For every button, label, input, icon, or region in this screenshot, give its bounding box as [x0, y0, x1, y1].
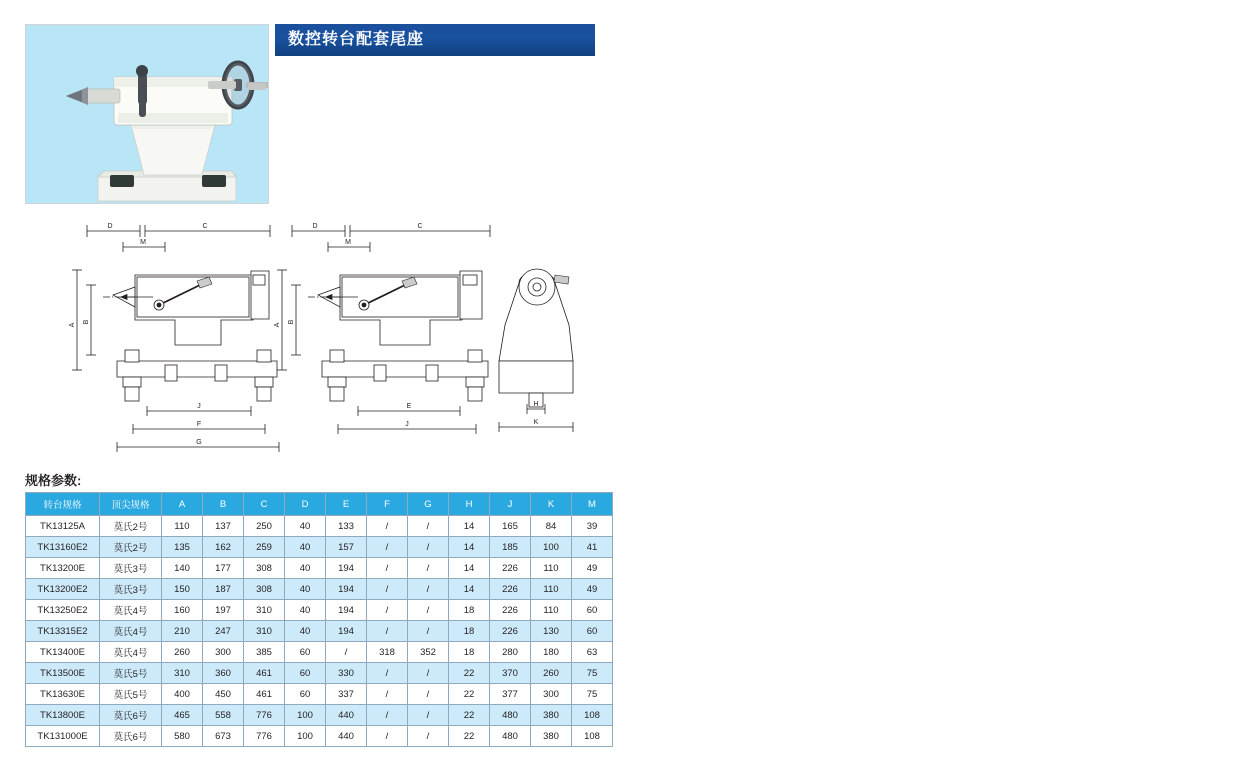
cell-f: / [367, 516, 408, 537]
svg-text:D: D [107, 223, 113, 230]
cell-b: 300 [203, 642, 244, 663]
cell-g: / [408, 621, 449, 642]
cell-f: / [367, 558, 408, 579]
cell-m: 60 [572, 600, 613, 621]
cell-b: 450 [203, 684, 244, 705]
cell-model: TK13800E [26, 705, 100, 726]
cell-d: 40 [285, 621, 326, 642]
cell-center: 莫氏4号 [100, 642, 162, 663]
table-header-row [26, 493, 613, 516]
cell-model: TK13125A [26, 516, 100, 537]
cell-g: / [408, 705, 449, 726]
cell-a: 580 [162, 726, 203, 747]
table-row [26, 705, 613, 726]
table-row [26, 579, 613, 600]
cell-f: / [367, 600, 408, 621]
cell-model: TK13315E2 [26, 621, 100, 642]
svg-text:A: A [69, 322, 76, 328]
cell-d: 60 [285, 684, 326, 705]
cell-center: 莫氏6号 [100, 705, 162, 726]
cell-center: 莫氏2号 [100, 516, 162, 537]
cell-c: 776 [244, 705, 285, 726]
cell-f: / [367, 579, 408, 600]
cell-d: 40 [285, 579, 326, 600]
cell-d: 40 [285, 600, 326, 621]
col-header-6: E [326, 493, 367, 516]
cell-j: 226 [490, 558, 531, 579]
cell-j: 280 [490, 642, 531, 663]
cell-j: 226 [490, 579, 531, 600]
cell-g: / [408, 726, 449, 747]
svg-text:H: H [533, 401, 539, 408]
cell-g: / [408, 516, 449, 537]
svg-text:K: K [533, 419, 539, 426]
cell-d: 40 [285, 537, 326, 558]
cell-k: 84 [531, 516, 572, 537]
cell-model: TK13200E2 [26, 579, 100, 600]
cell-h: 14 [449, 516, 490, 537]
cell-b: 177 [203, 558, 244, 579]
cell-j: 185 [490, 537, 531, 558]
cell-c: 308 [244, 579, 285, 600]
cell-h: 22 [449, 663, 490, 684]
cell-c: 310 [244, 621, 285, 642]
cell-c: 310 [244, 600, 285, 621]
cell-k: 100 [531, 537, 572, 558]
page-title: 数控转台配套尾座 [288, 31, 425, 48]
tailstock-dimension-drawing [25, 215, 595, 465]
table-row [26, 516, 613, 537]
cell-h: 22 [449, 705, 490, 726]
cell-k: 110 [531, 600, 572, 621]
cell-f: 318 [367, 642, 408, 663]
col-header-2: A [162, 493, 203, 516]
cell-center: 莫氏2号 [100, 537, 162, 558]
cell-h: 18 [449, 642, 490, 663]
cell-c: 776 [244, 726, 285, 747]
col-header-11: K [531, 493, 572, 516]
cell-c: 308 [244, 558, 285, 579]
table-row [26, 726, 613, 747]
cell-f: / [367, 705, 408, 726]
cell-model: TK13500E [26, 663, 100, 684]
cell-m: 41 [572, 537, 613, 558]
svg-text:F: F [196, 421, 202, 428]
cell-k: 380 [531, 726, 572, 747]
cell-e: 133 [326, 516, 367, 537]
cell-m: 39 [572, 516, 613, 537]
cell-j: 480 [490, 705, 531, 726]
cell-f: / [367, 537, 408, 558]
cell-center: 莫氏4号 [100, 600, 162, 621]
cell-e: 337 [326, 684, 367, 705]
svg-text:B: B [83, 319, 90, 325]
cell-d: 60 [285, 642, 326, 663]
cell-center: 莫氏3号 [100, 558, 162, 579]
cell-k: 260 [531, 663, 572, 684]
svg-text:M: M [345, 239, 351, 246]
cell-h: 18 [449, 621, 490, 642]
cell-e: 194 [326, 600, 367, 621]
col-header-3: B [203, 493, 244, 516]
cell-model: TK131000E [26, 726, 100, 747]
col-header-10: J [490, 493, 531, 516]
cell-k: 130 [531, 621, 572, 642]
cell-h: 18 [449, 600, 490, 621]
col-header-8: G [408, 493, 449, 516]
cell-m: 108 [572, 726, 613, 747]
spec-heading: 规格参数: [25, 473, 82, 488]
table-row [26, 600, 613, 621]
cell-b: 360 [203, 663, 244, 684]
cell-h: 22 [449, 726, 490, 747]
spec-table-container [25, 492, 600, 747]
cell-model: TK13250E2 [26, 600, 100, 621]
spec-table [25, 492, 613, 747]
col-header-0: 转台规格 [26, 493, 100, 516]
table-row [26, 621, 613, 642]
cell-c: 259 [244, 537, 285, 558]
svg-text:A: A [274, 322, 281, 328]
section-title-bar [275, 24, 595, 56]
cell-m: 75 [572, 663, 613, 684]
cell-m: 108 [572, 705, 613, 726]
cell-h: 14 [449, 558, 490, 579]
cell-g: / [408, 558, 449, 579]
cell-a: 160 [162, 600, 203, 621]
svg-text:C: C [417, 223, 423, 230]
svg-text:C: C [202, 223, 208, 230]
cell-h: 14 [449, 579, 490, 600]
product-photo [25, 24, 269, 204]
cell-b: 197 [203, 600, 244, 621]
cell-d: 40 [285, 558, 326, 579]
cell-center: 莫氏3号 [100, 579, 162, 600]
cell-g: / [408, 600, 449, 621]
cell-m: 49 [572, 558, 613, 579]
col-header-5: D [285, 493, 326, 516]
cell-model: TK13200E [26, 558, 100, 579]
svg-text:B: B [288, 319, 295, 325]
cell-g: / [408, 537, 449, 558]
svg-text:G: G [196, 439, 202, 446]
cell-c: 250 [244, 516, 285, 537]
tailstock-photo-illustration [26, 25, 268, 203]
cell-a: 260 [162, 642, 203, 663]
cell-j: 165 [490, 516, 531, 537]
cell-m: 63 [572, 642, 613, 663]
table-row [26, 684, 613, 705]
cell-a: 400 [162, 684, 203, 705]
cell-a: 140 [162, 558, 203, 579]
svg-text:M: M [140, 239, 146, 246]
cell-b: 137 [203, 516, 244, 537]
cell-f: / [367, 726, 408, 747]
cell-c: 461 [244, 663, 285, 684]
cell-f: / [367, 663, 408, 684]
cell-k: 110 [531, 558, 572, 579]
cell-f: / [367, 621, 408, 642]
col-header-4: C [244, 493, 285, 516]
cell-a: 135 [162, 537, 203, 558]
cell-e: / [326, 642, 367, 663]
cell-center: 莫氏4号 [100, 621, 162, 642]
cell-k: 380 [531, 705, 572, 726]
cell-e: 330 [326, 663, 367, 684]
cell-j: 226 [490, 621, 531, 642]
svg-text:J: J [197, 403, 201, 410]
cell-d: 100 [285, 705, 326, 726]
cell-model: TK13630E [26, 684, 100, 705]
cell-g: / [408, 663, 449, 684]
cell-d: 100 [285, 726, 326, 747]
cell-h: 14 [449, 537, 490, 558]
cell-e: 194 [326, 579, 367, 600]
svg-text:D: D [312, 223, 318, 230]
cell-b: 558 [203, 705, 244, 726]
svg-text:E: E [406, 403, 412, 410]
cell-b: 247 [203, 621, 244, 642]
col-header-7: F [367, 493, 408, 516]
cell-m: 60 [572, 621, 613, 642]
cell-d: 40 [285, 516, 326, 537]
cell-m: 75 [572, 684, 613, 705]
cell-e: 440 [326, 705, 367, 726]
technical-drawing [25, 215, 595, 465]
cell-k: 110 [531, 579, 572, 600]
cell-j: 377 [490, 684, 531, 705]
cell-model: TK13160E2 [26, 537, 100, 558]
cell-d: 60 [285, 663, 326, 684]
cell-center: 莫氏5号 [100, 684, 162, 705]
cell-a: 465 [162, 705, 203, 726]
col-header-12: M [572, 493, 613, 516]
col-header-9: H [449, 493, 490, 516]
cell-e: 194 [326, 621, 367, 642]
cell-g: 352 [408, 642, 449, 663]
cell-j: 370 [490, 663, 531, 684]
table-row [26, 663, 613, 684]
col-header-1: 顶尖规格 [100, 493, 162, 516]
cell-a: 150 [162, 579, 203, 600]
cell-c: 385 [244, 642, 285, 663]
svg-text:J: J [405, 421, 409, 428]
cell-b: 187 [203, 579, 244, 600]
cell-a: 210 [162, 621, 203, 642]
cell-e: 194 [326, 558, 367, 579]
cell-a: 310 [162, 663, 203, 684]
cell-f: / [367, 684, 408, 705]
cell-e: 157 [326, 537, 367, 558]
cell-b: 673 [203, 726, 244, 747]
cell-e: 440 [326, 726, 367, 747]
table-row [26, 642, 613, 663]
cell-center: 莫氏5号 [100, 663, 162, 684]
cell-model: TK13400E [26, 642, 100, 663]
cell-c: 461 [244, 684, 285, 705]
cell-j: 226 [490, 600, 531, 621]
cell-center: 莫氏6号 [100, 726, 162, 747]
cell-k: 180 [531, 642, 572, 663]
cell-g: / [408, 579, 449, 600]
cell-h: 22 [449, 684, 490, 705]
table-row [26, 537, 613, 558]
cell-m: 49 [572, 579, 613, 600]
cell-b: 162 [203, 537, 244, 558]
table-row [26, 558, 613, 579]
cell-a: 110 [162, 516, 203, 537]
cell-j: 480 [490, 726, 531, 747]
cell-g: / [408, 684, 449, 705]
cell-k: 300 [531, 684, 572, 705]
